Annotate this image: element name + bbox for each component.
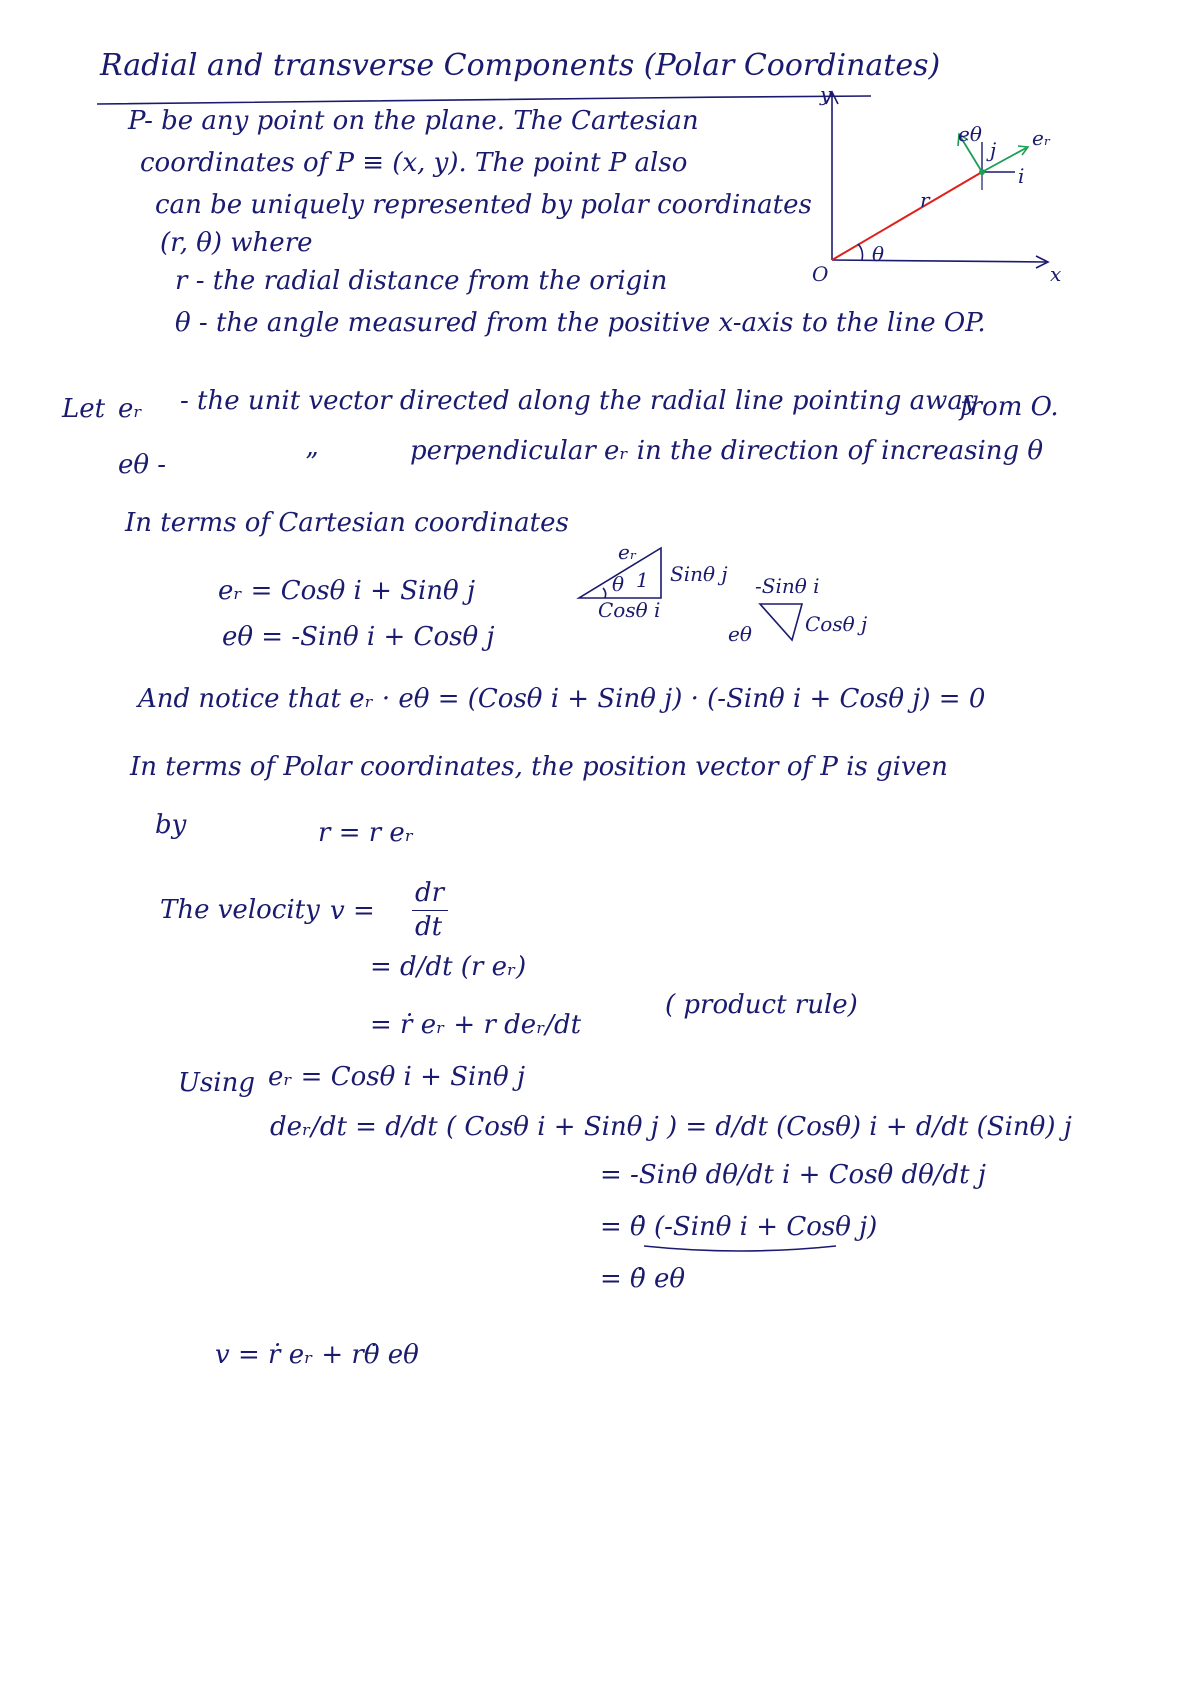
intro-line-3: can be uniquely represented by polar coordinates [155,190,812,220]
triangle-etheta [752,596,812,646]
triangle2-cos: Cosθ j [805,612,868,636]
by-label: by [155,810,187,840]
derivative-line-2: = -Sinθ dθ/dt i + Cosθ dθ/dt j [600,1160,986,1190]
let-label: Let [62,394,106,424]
i-label: i [1018,164,1025,188]
using-label: Using [178,1068,255,1098]
x-axis-label: x [1050,262,1062,286]
velocity-num: dr [415,878,445,908]
brace-underline [640,1240,840,1260]
product-rule-note: ( product rule) [665,990,858,1020]
er-label: eᵣ [1032,126,1051,150]
final-velocity: v = ṙ eᵣ + rθ̇ eθ [215,1340,419,1370]
intro-line-r: r - the radial distance from the origin [175,266,668,296]
triangle1-cos: Cosθ i [598,598,661,622]
triangle1-theta: θ [612,572,625,596]
er-equation: eᵣ = Cosθ i + Sinθ j [218,576,476,606]
point-p [979,169,985,175]
y-axis-label: y [820,82,832,106]
velocity-label: The velocity [160,895,320,925]
velocity-fraction-bar [412,910,448,911]
etheta-equation: eθ = -Sinθ i + Cosθ j [222,622,495,652]
origin-label: O [812,262,829,286]
polar-intro: In terms of Polar coordinates, the position vector of P is given [130,752,948,782]
intro-line-4: (r, θ) where [160,228,313,258]
angle-arc [858,244,863,260]
triangle1-er: eᵣ [618,540,637,564]
er-description-cont: from O. [960,392,1059,422]
er-description: - the unit vector directed along the radial line pointing away [180,386,978,416]
intro-line-theta: θ - the angle measured from the positive x-axis to the line OP. [175,308,986,338]
derivative-line-4: = θ̇ eθ [600,1264,686,1294]
velocity-v: v = [330,896,375,926]
derivative-line-1: deᵣ/dt = d/dt ( Cosθ i + Sinθ j ) = d/dt (Cosθ) i + d/dt (Sinθ) j [270,1112,1072,1142]
using-equation: eᵣ = Cosθ i + Sinθ j [268,1062,526,1092]
etheta-description: perpendicular eᵣ in the direction of increasing θ [410,436,1044,466]
dot-product-line: And notice that eᵣ · eθ = (Cosθ i + Sinθ j) · (-Sinθ i + Cosθ j) = 0 [138,684,986,714]
theta-label: θ [872,242,885,266]
etheta-label: eθ [958,122,982,146]
velocity-step3: = ṙ eᵣ + r deᵣ/dt [370,1010,582,1040]
velocity-step2: = d/dt (r eᵣ) [370,952,527,982]
j-label: j [990,138,997,162]
triangle1-sin: Sinθ j [670,562,728,586]
cartesian-heading: In terms of Cartesian coordinates [125,508,569,538]
intro-line-2: coordinates of P ≡ (x, y). The point P also [140,148,688,178]
etheta-symbol: eθ - [118,450,167,480]
radius-line [832,172,982,260]
position-vector: r = r eᵣ [318,818,414,848]
derivative-line-3: = θ̇ (-Sinθ i + Cosθ j) [600,1212,878,1242]
triangle1-one: 1 [636,568,649,592]
r-label: r [920,188,930,212]
velocity-den: dt [415,912,443,942]
page-title: Radial and transverse Components (Polar Coordinates) [100,48,941,83]
ditto-mark: ” [305,448,319,478]
triangle2-etheta: eθ [728,622,752,646]
triangle2-sin: -Sinθ i [755,574,820,598]
er-symbol: eᵣ [118,394,143,424]
intro-line-1: P- be any point on the plane. The Cartesian [128,106,699,136]
x-axis-line [832,260,1046,262]
